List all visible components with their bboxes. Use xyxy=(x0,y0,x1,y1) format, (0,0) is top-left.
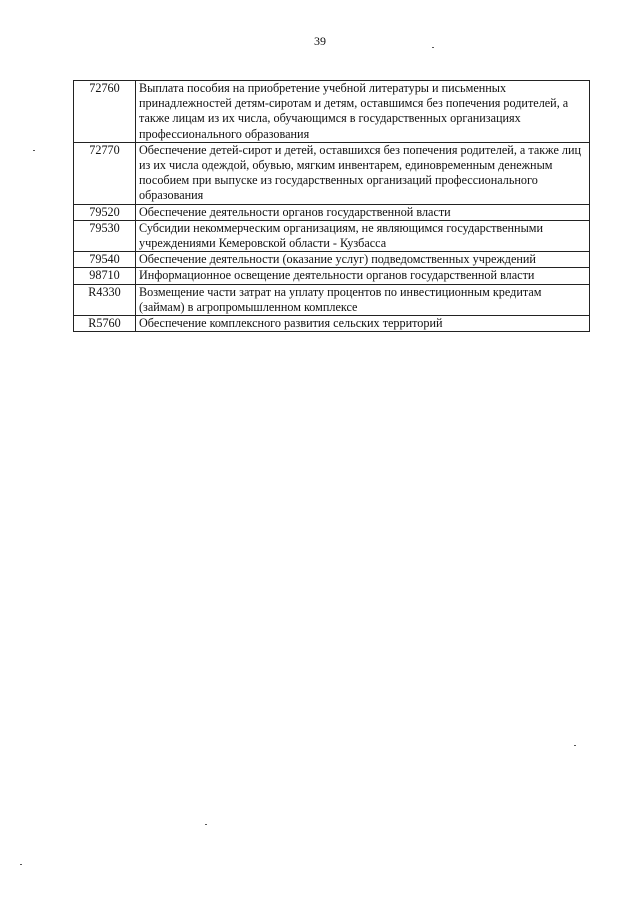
row-code: R4330 xyxy=(74,284,136,315)
row-description: Субсидии некоммерческим организациям, не являющимся государственными учреждениями Кемеровской области - Кузбасса xyxy=(136,220,590,251)
table-row xyxy=(74,142,590,204)
row-code: R5760 xyxy=(74,316,136,332)
page-number: 39 xyxy=(314,34,326,48)
scan-speck xyxy=(432,47,434,48)
row-description: Обеспечение деятельности (оказание услуг) подведомственных учреждений xyxy=(136,252,590,268)
scan-speck xyxy=(574,745,576,746)
table-row xyxy=(74,81,590,143)
row-description: Информационное освещение деятельности органов государственной власти xyxy=(136,268,590,284)
scan-speck xyxy=(33,150,35,151)
row-description: Обеспечение деятельности органов государственной власти xyxy=(136,204,590,220)
row-description: Обеспечение комплексного развития сельских территорий xyxy=(136,316,590,332)
row-description: Возмещение части затрат на уплату процентов по инвестиционным кредитам (займам) в агропромышленном комплексе xyxy=(136,284,590,315)
row-code: 72770 xyxy=(74,142,136,204)
table-row xyxy=(74,252,590,268)
row-code: 79540 xyxy=(74,252,136,268)
table-row xyxy=(74,220,590,251)
scan-speck xyxy=(205,824,207,825)
row-code: 72760 xyxy=(74,81,136,143)
row-code: 79530 xyxy=(74,220,136,251)
row-code: 79520 xyxy=(74,204,136,220)
row-code: 98710 xyxy=(74,268,136,284)
table-row xyxy=(74,204,590,220)
table-row xyxy=(74,268,590,284)
table-row xyxy=(74,316,590,332)
table-row xyxy=(74,284,590,315)
row-description: Обеспечение детей-сирот и детей, оставшихся без попечения родителей, а также лиц из их числа одеждой, обувью, мягким инвентарем, единовременным денежным пособием при выпуске из государственных организаций профессионального образования xyxy=(136,142,590,204)
scan-speck xyxy=(20,864,22,865)
codes-table xyxy=(73,80,590,332)
row-description: Выплата пособия на приобретение учебной литературы и письменных принадлежностей детям-сиротам и детям, оставшимся без попечения родителей, а также лицам из их числа, обучающимся в государственных организациях профессионального образования xyxy=(136,81,590,143)
